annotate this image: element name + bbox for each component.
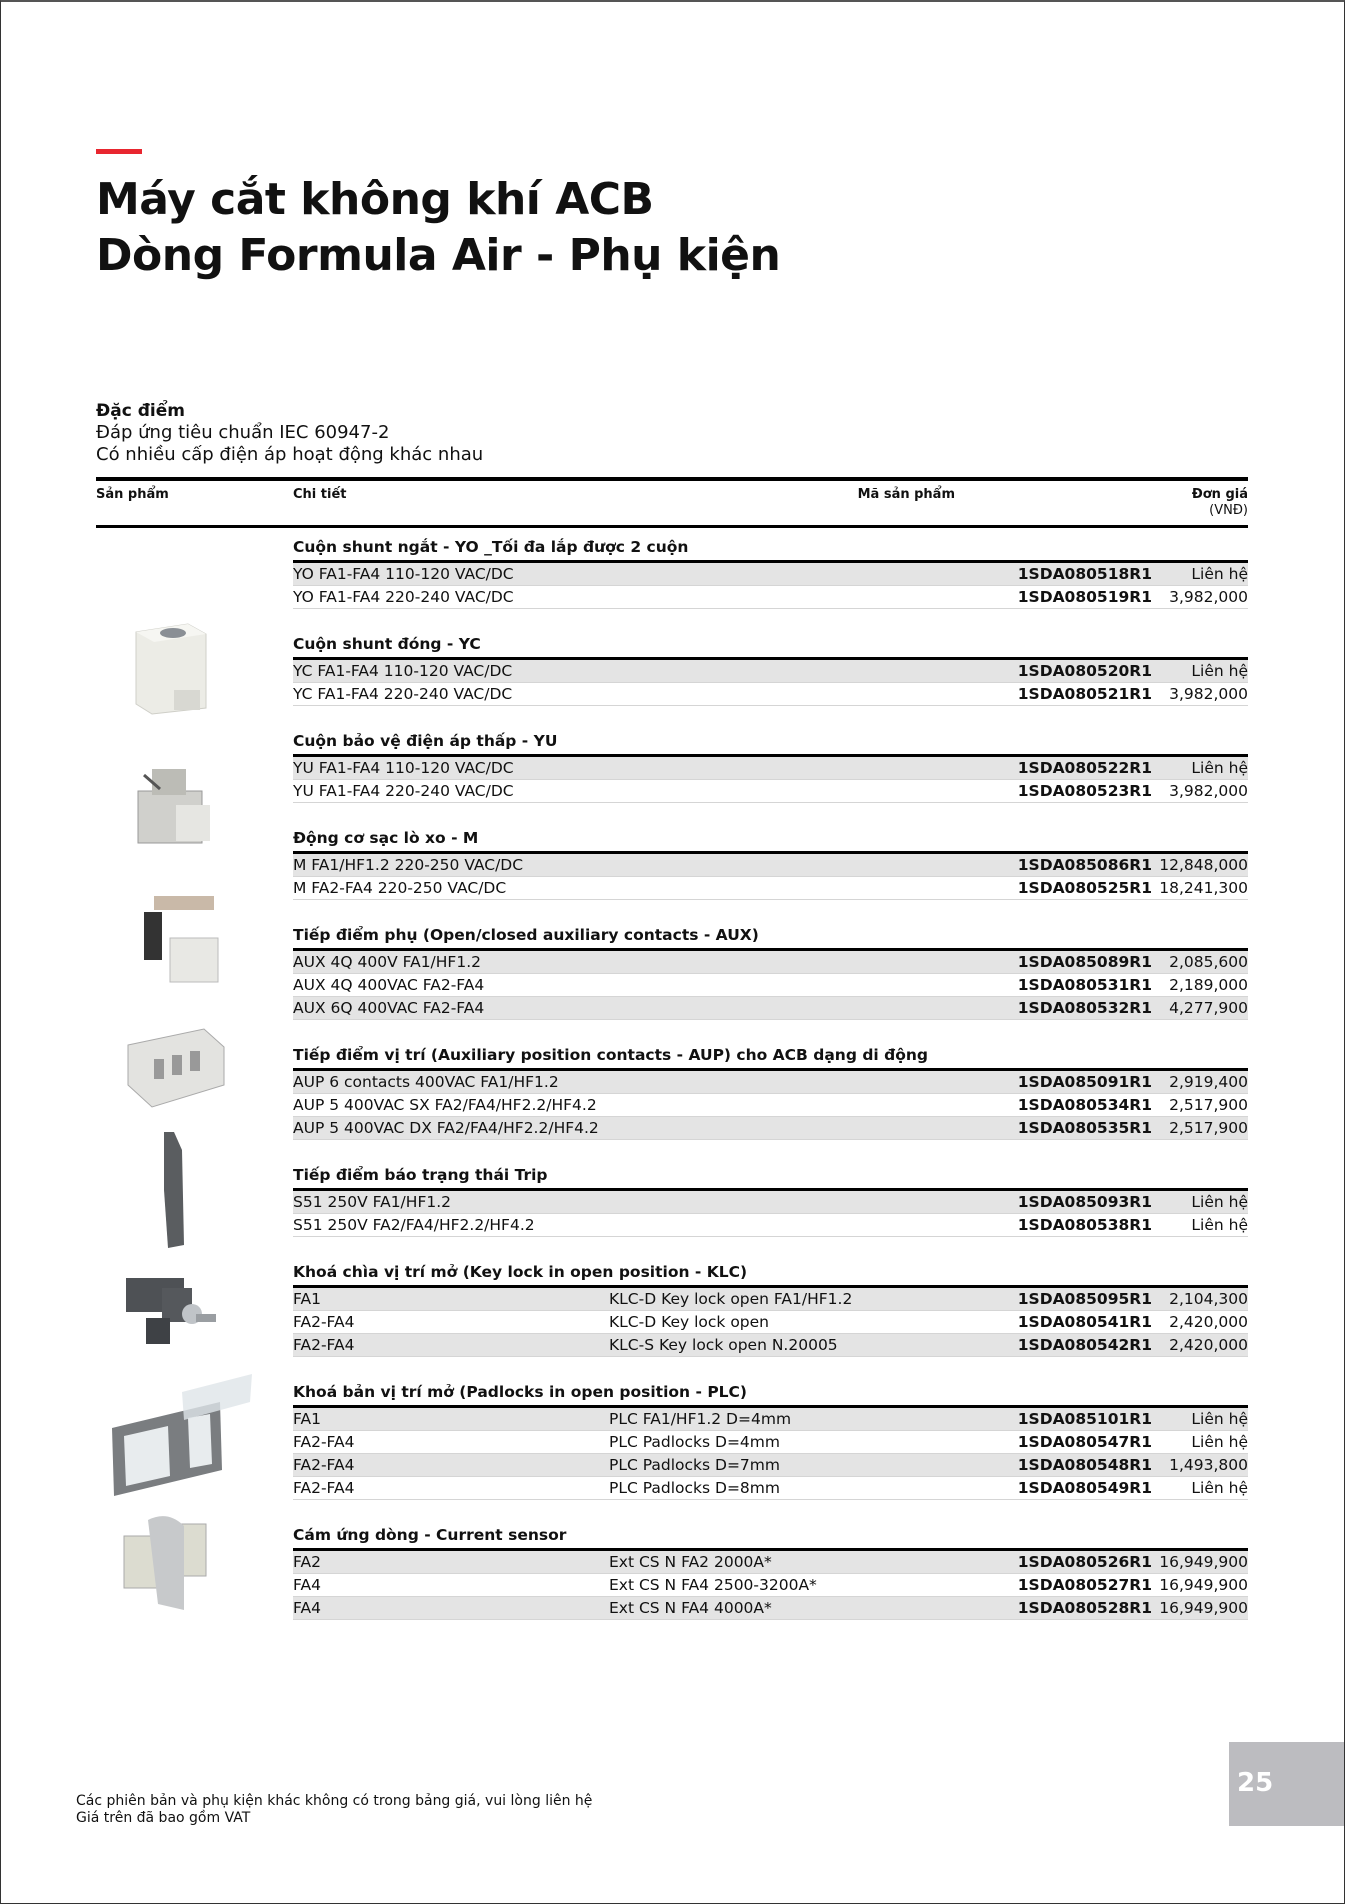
table-row <box>293 974 1248 997</box>
product-group <box>96 729 1248 803</box>
row-price: 2,420,000 <box>1169 1336 1248 1354</box>
group-title: Cuộn shunt đóng - YC <box>293 632 1248 660</box>
row-product-code: 1SDA080528R1 <box>1017 1599 1152 1617</box>
table-row <box>293 683 1248 706</box>
feature-line: Đáp ứng tiêu chuẩn IEC 60947-2 <box>96 422 390 443</box>
row-product-code: 1SDA085095R1 <box>1017 1290 1152 1308</box>
row-detail: FA1 <box>293 1290 321 1308</box>
product-group <box>96 1260 1248 1357</box>
row-detail: FA4 <box>293 1576 321 1594</box>
table-row <box>293 563 1248 586</box>
row-detail-2: KLC-D Key lock open FA1/HF1.2 <box>609 1290 853 1308</box>
product-group <box>96 923 1248 1020</box>
row-price: Liên hệ <box>1191 1216 1248 1234</box>
row-price: Liên hệ <box>1191 759 1248 777</box>
row-detail: AUP 5 400VAC SX FA2/FA4/HF2.2/HF4.2 <box>293 1096 597 1114</box>
row-product-code: 1SDA080522R1 <box>1017 759 1152 777</box>
row-detail: FA2-FA4 <box>293 1479 355 1497</box>
row-detail: FA4 <box>293 1599 321 1617</box>
row-detail: YO FA1-FA4 110-120 VAC/DC <box>293 565 514 583</box>
table-row <box>293 854 1248 877</box>
row-product-code: 1SDA080523R1 <box>1017 782 1152 800</box>
table-row <box>293 997 1248 1020</box>
group-title: Khoá bản vị trí mở (Padlocks in open position - PLC) <box>293 1380 1248 1408</box>
row-product-code: 1SDA080542R1 <box>1017 1336 1152 1354</box>
row-product-code: 1SDA080534R1 <box>1017 1096 1152 1114</box>
row-price: 16,949,900 <box>1159 1553 1248 1571</box>
row-detail: YC FA1-FA4 110-120 VAC/DC <box>293 662 513 680</box>
row-product-code: 1SDA080532R1 <box>1017 999 1152 1017</box>
row-detail: FA2-FA4 <box>293 1336 355 1354</box>
row-detail-2: KLC-S Key lock open N.20005 <box>609 1336 838 1354</box>
table-row <box>293 1311 1248 1334</box>
table-row <box>293 1334 1248 1357</box>
group-title: Tiếp điểm phụ (Open/closed auxiliary contacts - AUX) <box>293 923 1248 951</box>
table-row <box>293 660 1248 683</box>
table-row <box>293 951 1248 974</box>
row-product-code: 1SDA080535R1 <box>1017 1119 1152 1137</box>
row-price: Liên hệ <box>1191 1410 1248 1428</box>
header-detail: Chi tiết <box>293 487 347 502</box>
table-body <box>96 535 1248 1620</box>
group-title: Cuộn shunt ngắt - YO _Tối đa lắp được 2 cuộn <box>293 535 1248 563</box>
row-price: Liên hệ <box>1191 1433 1248 1451</box>
position-contacts-image <box>124 1025 228 1111</box>
row-price: 2,420,000 <box>1169 1313 1248 1331</box>
row-price: 2,189,000 <box>1169 976 1248 994</box>
row-price: 16,949,900 <box>1159 1599 1248 1617</box>
row-product-code: 1SDA085091R1 <box>1017 1073 1152 1091</box>
table-header <box>96 477 1248 528</box>
product-group <box>96 1380 1248 1500</box>
product-group <box>96 1523 1248 1620</box>
product-group <box>96 632 1248 706</box>
price-table <box>96 477 1248 1620</box>
table-row <box>293 1191 1248 1214</box>
row-detail: FA1 <box>293 1410 321 1428</box>
row-price: 2,919,400 <box>1169 1073 1248 1091</box>
row-detail-2: PLC Padlocks D=7mm <box>609 1456 780 1474</box>
row-product-code: 1SDA080519R1 <box>1017 588 1152 606</box>
row-product-code: 1SDA080549R1 <box>1017 1479 1152 1497</box>
row-detail: FA2-FA4 <box>293 1433 355 1451</box>
row-product-code: 1SDA080520R1 <box>1017 662 1152 680</box>
row-price: Liên hệ <box>1191 565 1248 583</box>
features-heading: Đặc điểm <box>96 401 185 421</box>
accent-bar <box>96 149 142 154</box>
table-row <box>293 757 1248 780</box>
product-group <box>96 1163 1248 1237</box>
table-row <box>293 1431 1248 1454</box>
row-product-code: 1SDA080526R1 <box>1017 1553 1152 1571</box>
row-detail: S51 250V FA1/HF1.2 <box>293 1193 452 1211</box>
title-line-2: Dòng Formula Air - Phụ kiện <box>96 230 781 281</box>
page-title <box>96 172 780 284</box>
row-product-code: 1SDA080531R1 <box>1017 976 1152 994</box>
row-detail: FA2-FA4 <box>293 1313 355 1331</box>
table-row <box>293 1071 1248 1094</box>
table-row <box>293 586 1248 609</box>
header-product: Sản phẩm <box>96 487 169 502</box>
group-title: Cuộn bảo vệ điện áp thấp - YU <box>293 729 1248 757</box>
table-row <box>293 1094 1248 1117</box>
row-price: 3,982,000 <box>1169 685 1248 703</box>
table-row <box>293 1551 1248 1574</box>
row-price: Liên hệ <box>1191 662 1248 680</box>
row-detail-2: KLC-D Key lock open <box>609 1313 770 1331</box>
row-product-code: 1SDA080527R1 <box>1017 1576 1152 1594</box>
header-price <box>1192 487 1248 519</box>
row-detail: M FA1/HF1.2 220-250 VAC/DC <box>293 856 524 874</box>
row-price: 2,517,900 <box>1169 1119 1248 1137</box>
table-row <box>293 877 1248 900</box>
auxiliary-contacts-image <box>140 888 224 988</box>
row-price: 18,241,300 <box>1159 879 1248 897</box>
table-row <box>293 1214 1248 1237</box>
row-detail: YU FA1-FA4 110-120 VAC/DC <box>293 759 514 777</box>
row-detail: YO FA1-FA4 220-240 VAC/DC <box>293 588 514 606</box>
table-row <box>293 780 1248 803</box>
row-detail-2: PLC Padlocks D=8mm <box>609 1479 780 1497</box>
row-price: 16,949,900 <box>1159 1576 1248 1594</box>
row-detail-2: PLC Padlocks D=4mm <box>609 1433 780 1451</box>
header-price-label: Đơn giá <box>1191 487 1248 502</box>
row-detail: FA2 <box>293 1553 321 1571</box>
table-row <box>293 1597 1248 1620</box>
row-price: 4,277,900 <box>1169 999 1248 1017</box>
trip-contact-image <box>160 1130 190 1250</box>
product-group <box>96 535 1248 609</box>
row-price: 12,848,000 <box>1159 856 1248 874</box>
product-group <box>96 1043 1248 1140</box>
row-product-code: 1SDA080525R1 <box>1017 879 1152 897</box>
page-number: 25 <box>1237 1768 1274 1798</box>
current-sensor-image <box>118 1500 214 1620</box>
table-row <box>293 1288 1248 1311</box>
footer-notes <box>76 1793 592 1827</box>
table-row <box>293 1574 1248 1597</box>
undervoltage-coil-image <box>132 765 216 855</box>
group-title: Khoá chìa vị trí mở (Key lock in open position - KLC) <box>293 1260 1248 1288</box>
row-product-code: 1SDA080548R1 <box>1017 1456 1152 1474</box>
footer-note: Giá trên đã bao gồm VAT <box>76 1810 251 1826</box>
group-title: Cám ứng dòng - Current sensor <box>293 1523 1248 1551</box>
row-price: 2,517,900 <box>1169 1096 1248 1114</box>
row-price: 3,982,000 <box>1169 588 1248 606</box>
row-product-code: 1SDA080521R1 <box>1017 685 1152 703</box>
table-row <box>293 1454 1248 1477</box>
row-detail: FA2-FA4 <box>293 1456 355 1474</box>
group-title: Tiếp điểm báo trạng thái Trip <box>293 1163 1248 1191</box>
row-product-code: 1SDA085101R1 <box>1017 1410 1152 1428</box>
product-group <box>96 826 1248 900</box>
row-price: 2,085,600 <box>1169 953 1248 971</box>
row-product-code: 1SDA085086R1 <box>1017 856 1152 874</box>
row-detail-2: Ext CS N FA4 4000A* <box>609 1599 772 1617</box>
row-product-code: 1SDA080538R1 <box>1017 1216 1152 1234</box>
title-line-1: Máy cắt không khí ACB <box>96 174 654 225</box>
row-detail: S51 250V FA2/FA4/HF2.2/HF4.2 <box>293 1216 535 1234</box>
row-product-code: 1SDA080518R1 <box>1017 565 1152 583</box>
row-product-code: 1SDA080541R1 <box>1017 1313 1152 1331</box>
features-block <box>96 400 483 466</box>
header-price-unit: (VNĐ) <box>1209 503 1248 518</box>
feature-line: Có nhiều cấp điện áp hoạt động khác nhau <box>96 444 484 465</box>
row-price: Liên hệ <box>1191 1193 1248 1211</box>
padlock-image <box>110 1372 256 1498</box>
row-product-code: 1SDA085093R1 <box>1017 1193 1152 1211</box>
row-detail: AUP 6 contacts 400VAC FA1/HF1.2 <box>293 1073 559 1091</box>
row-detail: M FA2-FA4 220-250 VAC/DC <box>293 879 507 897</box>
row-detail-2: Ext CS N FA4 2500-3200A* <box>609 1576 817 1594</box>
group-title: Động cơ sạc lò xo - M <box>293 826 1248 854</box>
key-lock-image <box>122 1270 218 1352</box>
table-row <box>293 1408 1248 1431</box>
row-detail: AUX 4Q 400VAC FA2-FA4 <box>293 976 485 994</box>
row-detail: YC FA1-FA4 220-240 VAC/DC <box>293 685 513 703</box>
row-detail: AUX 4Q 400V FA1/HF1.2 <box>293 953 481 971</box>
row-product-code: 1SDA085089R1 <box>1017 953 1152 971</box>
row-price: 2,104,300 <box>1169 1290 1248 1308</box>
table-row <box>293 1477 1248 1500</box>
row-price: Liên hệ <box>1191 1479 1248 1497</box>
row-detail: AUP 5 400VAC DX FA2/FA4/HF2.2/HF4.2 <box>293 1119 599 1137</box>
row-product-code: 1SDA080547R1 <box>1017 1433 1152 1451</box>
row-price: 1,493,800 <box>1169 1456 1248 1474</box>
row-detail: YU FA1-FA4 220-240 VAC/DC <box>293 782 514 800</box>
row-detail-2: Ext CS N FA2 2000A* <box>609 1553 772 1571</box>
table-row <box>293 1117 1248 1140</box>
row-detail: AUX 6Q 400VAC FA2-FA4 <box>293 999 485 1017</box>
footer-note: Các phiên bản và phụ kiện khác không có trong bảng giá, vui lòng liên hệ <box>76 1793 593 1809</box>
page-number-box <box>1229 1742 1344 1826</box>
header-code: Mã sản phẩm <box>857 487 955 502</box>
row-price: 3,982,000 <box>1169 782 1248 800</box>
group-title: Tiếp điểm vị trí (Auxiliary position contacts - AUP) cho ACB dạng di động <box>293 1043 1248 1071</box>
row-detail-2: PLC FA1/HF1.2 D=4mm <box>609 1410 792 1428</box>
shunt-coil-image <box>128 620 210 716</box>
